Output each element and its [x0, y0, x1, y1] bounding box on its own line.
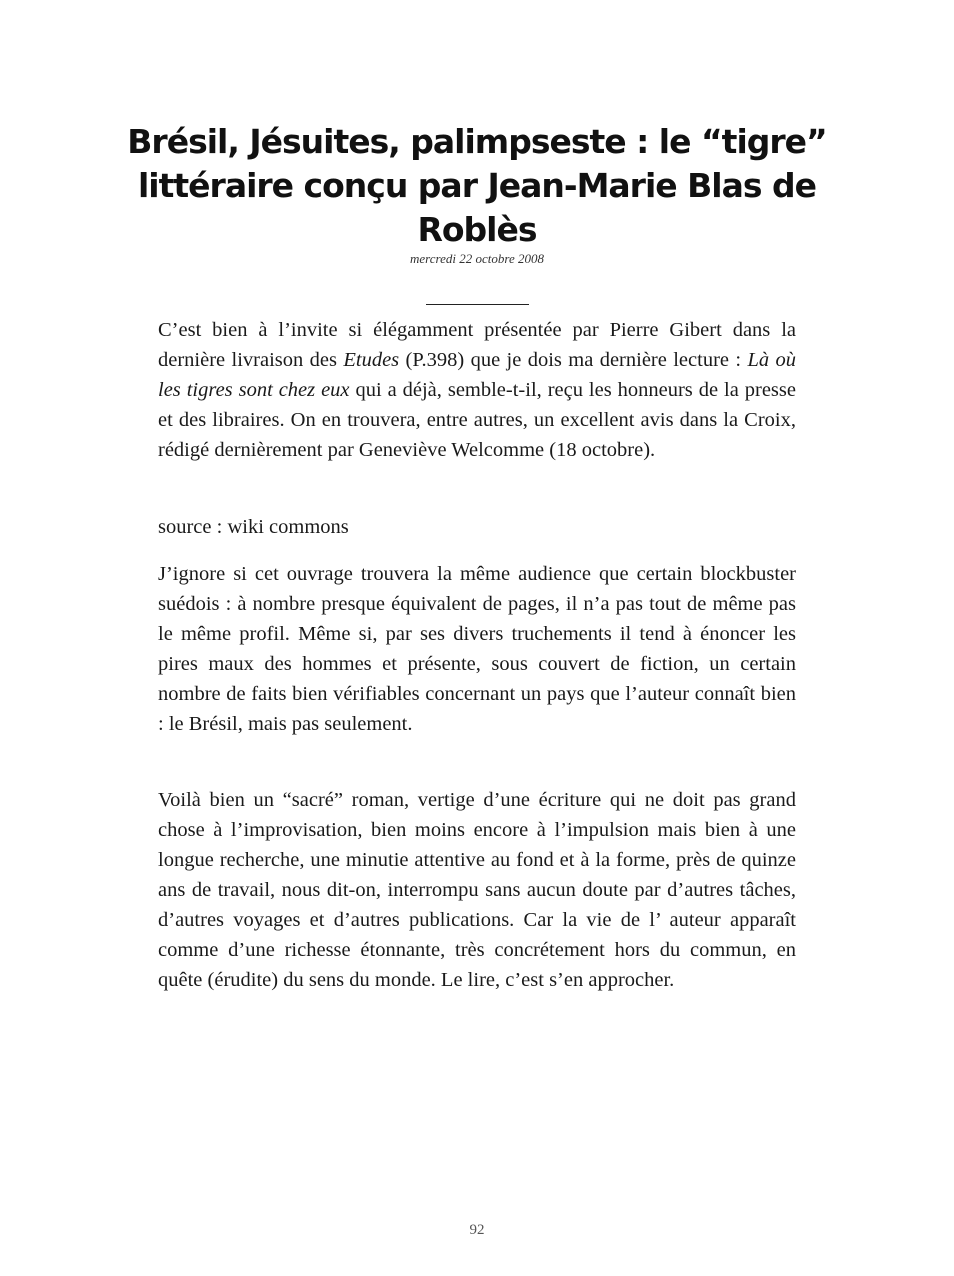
- book-title: Là où les tigres sont chez eux: [158, 349, 797, 401]
- article-date: mercredi 22 octobre 2008: [410, 251, 544, 266]
- paragraph-intro: [158, 315, 796, 465]
- page-number: 92: [469, 1222, 485, 1238]
- intro-text-3: qui a déjà, semble-t-il, reçu les honneurs de la presse et des libraires. On en trouvera, entre autres, un excellent avis dans la Croix, rédigé dernièrement par Geneviève Welcomme (18 octobre).: [158, 379, 796, 461]
- intro-text-1: C’est bien à l’invite si élégamment présentée par Pierre Gibert dans la dernière livraison des: [158, 319, 796, 371]
- paragraph-audience: J’ignore si cet ouvrage trouvera la même audience que certain blockbuster suédois : à nombre presque équivalent de pages, il n’a pas tout de même pas le même profil. Même si, par ses divers truchements il tend à énoncer les pires maux des hommes et présente, sous couvert de fiction, un certain nombre de faits bien vérifiables concernant un pays que l’auteur connaît bien : le Brésil, mais pas seulement.: [158, 563, 796, 735]
- paragraph-novel: Voilà bien un “sacré” roman, vertige d’une écriture qui ne doit pas grand chose à l’improvisation, bien moins encore à l’impulsion mais bien à une longue recherche, une minutie attentive au fond et à la forme, près de quinze ans de travail, nous dit-on, interrompu sans aucun doute par d’autres tâches, d’autres voyages et d’autres publications. Car la vie de l’ auteur apparaît comme d’une richesse étonnante, très concrétement hors du commun, en quête (érudite) du sens du monde. Le lire, c’est s’en approcher.: [158, 789, 796, 991]
- image-source-caption: source : wiki commons: [158, 516, 349, 538]
- article-title: Brésil, Jésuites, palimpseste : le “tigre” littéraire conçu par Jean-Marie Blas de Roblès: [127, 122, 827, 249]
- intro-text-2: (P.398) que je dois ma dernière lecture :: [399, 349, 748, 371]
- title-separator: [426, 304, 529, 305]
- journal-title: Etudes: [343, 349, 400, 371]
